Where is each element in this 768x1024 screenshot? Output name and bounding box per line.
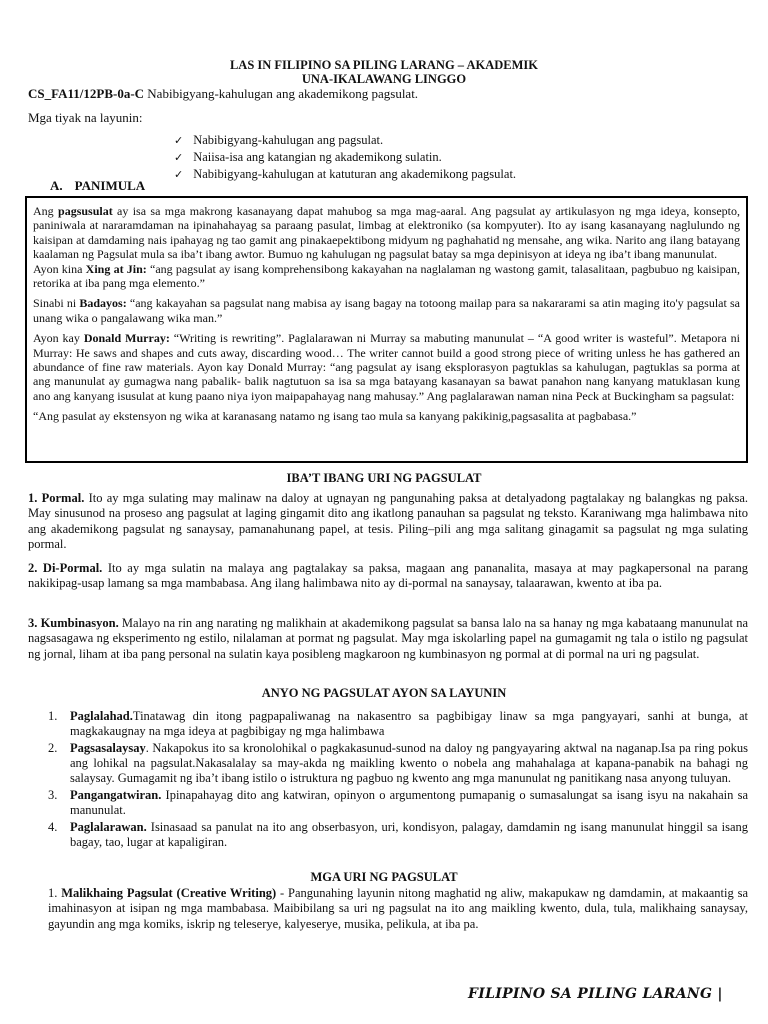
text-run: Ayon kay (33, 331, 84, 346)
document-subtitle: UNA-IKALAWANG LINGGO (301, 72, 467, 86)
text-run: Ayon kina (33, 261, 86, 276)
bold-term: 2. Di-Pormal. (28, 561, 103, 575)
text-run: Isinasaad sa panulat na ito ang obserbasyon, uri, kondisyon, palagay, damdamin ng isang manunulat hinggil sa isang bagay, tao, lugar at kapaligiran. (70, 820, 748, 849)
text-run: - Pangunahing layunin nitong maghatid ng aliw, makapukaw ng damdamin, at makaantig sa imahinasyon at isipan ng mga mambabasa. Maibibilang sa uri ng pagsulat na ito ang maikling kwento, dula, tula, malikhaing sanaysay, gayundin ang mga komiks, iskrip ng teleserye, kalyeserye, musika, pelikula, at iba pa. (48, 886, 748, 931)
anyo-heading: ANYO NG PAGSULAT AYON SA LAYUNIN (261, 686, 507, 700)
text-run: Ipinapahayag dito ang katwiran, opinyon o argumentong pumapanig o sumasalungat sa isang isyu na nakahain sa manunulat. (70, 788, 748, 817)
anyo-list (28, 709, 748, 852)
bold-term: Paglalahad. (70, 709, 133, 723)
objectives-lead: Mga tiyak na layunin: (28, 110, 143, 125)
uri-paragraph-kumbinasyon (28, 616, 748, 662)
mga-uri-heading: MGA URI NG PAGSULAT (310, 870, 458, 884)
box-paragraph (33, 331, 740, 403)
mga-uri-paragraph (48, 886, 748, 932)
text-run: “Writing is rewriting”. Paglalarawan ni Murray sa mabuting manunulat – “A good writer is wasteful”. Metapora ni Murray: He saws and shapes and cuts away, discarding wood… The writer cannot build a good strong piece of writing unless he has gathered an abundance of fine raw materials. Ayon kay Donald Murray: “ang pagsulat ay isang eksplorasyon pagtuklas sa kahulugan, pagtuklas sa porma at ang manunulat ay gumagwa nang pabalik- balik nagtutuon sa isa sa mga batayang kasanayan sa bawat panahon nang kanyang matuklasan kung ano ang kanyang isusulat at kung paano niya iyon maipapahayag nang mahusay.” Ang paglalarawan naman nina Peck at Buckingham sa pagsulat: (33, 331, 741, 403)
bold-term: 3. Kumbinasyon. (28, 616, 119, 630)
list-item (28, 709, 748, 739)
bold-term: Malikhaing Pagsulat (Creative Writing) (61, 886, 277, 900)
text-run: . Nakapokus ito sa kronolohikal o pagkakasunud-sunod na daloy ng pangyayaring aktwal na naganap.Isa pa ring pokus ang lohikal na pagsulat.Nakasalalay sa may-akda ng maikling kwento o nobela ang mahahalaga at kapana-panabik na bahagi ng salaysay. Gumagamit ng iba’t ibang istilo o istruktura ng pagbuo ng kwento ang mga manunulat ng panitikang nasa anyong tuluyan. (70, 741, 748, 785)
bold-term: Paglalarawan. (70, 820, 147, 834)
objective-item: ✓ Nabibigyang-kahulugan at katuturan ang akademikong pagsulat. (174, 166, 516, 183)
bold-term: 1. Pormal. (28, 491, 85, 505)
section-a-heading (50, 178, 145, 194)
bold-term: Donald Murray: (83, 331, 170, 346)
bold-term: Pagsasalaysay (70, 741, 146, 755)
uri-paragraph-di-pormal (28, 561, 748, 592)
uri-paragraph-pormal (28, 491, 748, 552)
text-run: Tinatawag din itong pagpapaliwanag na nakasentro sa pagbibigay linaw sa mga pangyayari, sanhi at bunga, at magkakaugnay na mga ideya at pagbibigay ng mga halimbawa (70, 709, 748, 738)
list-item (28, 741, 748, 786)
objective-item: ✓ Naiisa-isa ang katangian ng akademikong sulatin. (174, 149, 516, 166)
text-run: Ito ay mga sulatin na malaya ang pagtalakay sa paksa, magaan ang pananalita, masaya at may pagkapersonal na parang nakikipag-usap lamang sa mga mambabasa. Ang ilang halimbawa nito ay di-pormal na sanaysay, talaarawan, kwento at iba pa. (28, 561, 748, 591)
bold-term: Pangangatwiran. (70, 788, 162, 802)
list-number: 1. (48, 886, 58, 900)
box-paragraph: “Ang pasulat ay ekstensyon ng wika at karanasang natamo ng isang tao mula sa kanyang pakikinig,pagsasalita at pagbabasa.” (33, 409, 637, 424)
text-run: Ang (33, 204, 59, 218)
uri-heading: IBA’T IBANG URI NG PAGSULAT (286, 471, 482, 485)
list-item (28, 820, 748, 850)
competency-code-line (28, 86, 418, 102)
list-item (28, 788, 748, 818)
panimula-box (25, 196, 748, 463)
text-run: Ito ay mga sulating may malinaw na daloy at ugnayan ng pangunahing paksa at detalyadong pagtalakay ng balangkas ng paksa. May sinusunod na proseso ang pagsulat at laging gingamit dito ang ikatlong panauhan sa pagsulat ng teksto. Karaniwang mga halimbawa nito ang akademikong pagsulat ng sanaysay, pamanahunang papel, at tesis. Piling–pili ang mga salitang ginagamit sa pagsulat ng mga sulating pormal. (28, 491, 748, 551)
bold-term: pagsusulat (58, 204, 113, 218)
list-number: 2. (48, 741, 58, 755)
text-run: “ang pagsulat ay isang komprehensibong kakayahan na naglalaman ng wastong gamit, talasalitaan, pagbubuo ng kaisipan, retorika at iba pang mga elemento.” (33, 261, 740, 291)
text-run: Malayo na rin ang narating ng malikhain at akademikong pagsulat sa bansa lalo na sa hanay ng mga kabataang manunulat na nagsasagawa ng eksperimento ng estilo, nilalaman at pormat ng pagsulat. May mga iskolarling papel na gumagamit ng tala o istilo ng pagsulat ng jornal, liham at iba pang personal na sulatin kaya posibleng magkaroon ng kumbinasyon ng pormal at di pormal na uri ng pagsulat. (28, 616, 749, 661)
box-paragraph (33, 296, 740, 325)
page-footer: FILIPINO SA PILING LARANG | (468, 986, 723, 1002)
text-run: ay isa sa mga makrong kasanayang dapat mahubog sa mga mag-aaral. Ang pagsulat ay artikulasyon ng mga ideya, konsepto, paniniwala at nararamdaman na ipinahahayag sa paraang pasulat, limbag at elektroniko (sa kompyuter). Ito ay isang kasanayang naglulundo ng kaisipan at damdaming nais ipahayag ng tao gamit ang pinakaepektibong midyum ng paghahatid ng mensahe, ang wika. Narito ang ilang batayang kaalaman ng Pagsulat mula sa iba’t ibang awtor. Bumuo ng kahulugan ng pagsulat batay sa mga depinisyon at ideya ng iba’t ibang manunulat. (33, 204, 741, 262)
section-title: PANIMULA (74, 178, 146, 193)
competency-code: CS_FA11/12PB-0a-C (28, 86, 145, 101)
text-run: Sinabi ni (33, 296, 80, 311)
document-title: LAS IN FILIPINO SA PILING LARANG – AKADEMIK (229, 58, 539, 72)
objectives-list (174, 132, 516, 183)
list-number: 3. (48, 788, 58, 802)
section-letter: A. (50, 178, 63, 193)
text-run: “ang kakayahan sa pagsulat nang mabisa ay isang bagay na totoong mailap para sa nakararami sa atin maging ito'y pagsulat sa unang wika o pangalawang wika man.” (33, 296, 740, 325)
box-paragraph (33, 262, 740, 291)
competency-text: Nabibigyang-kahulugan ang akademikong pagsulat. (147, 86, 419, 101)
list-number: 1. (48, 709, 58, 723)
objective-item: ✓ Nabibigyang-kahulugan ang pagsulat. (174, 132, 516, 149)
box-paragraph (33, 204, 740, 262)
bold-term: Badayos: (79, 296, 127, 311)
list-number: 4. (48, 820, 58, 834)
bold-term: Xing at Jin: (85, 261, 147, 276)
